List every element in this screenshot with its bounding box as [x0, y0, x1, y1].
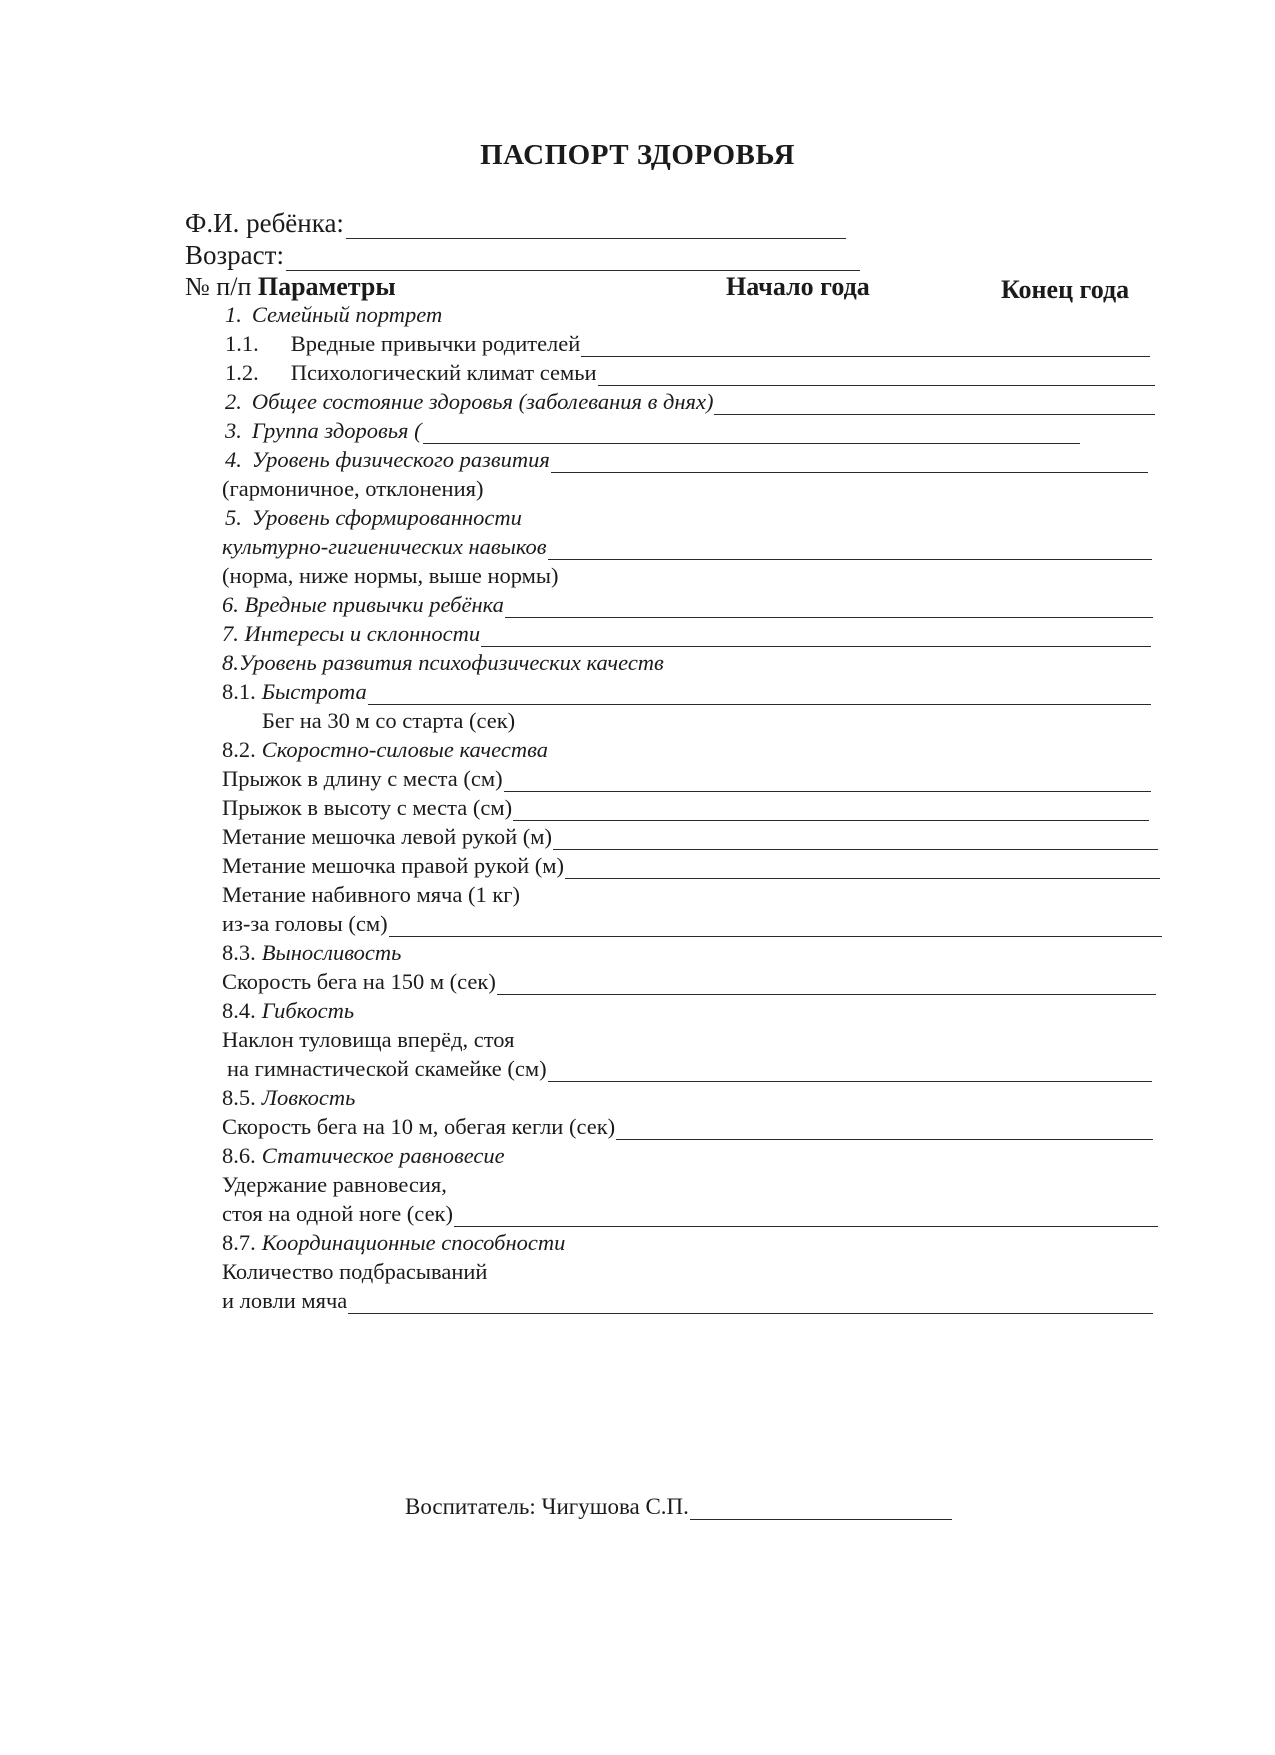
parameter-text: Уровень сформированности: [251, 505, 522, 530]
child-name-blank[interactable]: [346, 214, 846, 239]
parameter-text: Прыжок в длину с места (см): [222, 766, 503, 791]
child-name-field: [185, 207, 846, 239]
parameter-text: стоя на одной ноге (сек): [222, 1201, 453, 1226]
parameter-label: [225, 447, 550, 473]
parameter-label: [222, 911, 388, 937]
parameter-row: [222, 590, 1153, 618]
parameter-number: 5.: [225, 505, 242, 530]
answer-blank[interactable]: [505, 597, 1153, 618]
parameter-number: 8.4.: [222, 998, 256, 1023]
parameter-text: Координационные способности: [261, 1230, 566, 1255]
parameter-row: [225, 387, 1155, 415]
parameter-label: [222, 1201, 453, 1227]
parameter-label: [225, 389, 713, 415]
parameter-label: [222, 882, 520, 908]
answer-blank[interactable]: [598, 365, 1155, 386]
parameter-label: [262, 708, 515, 734]
parameter-label: [222, 1172, 447, 1198]
parameter-label: [222, 476, 483, 502]
parameter-label: [222, 650, 664, 676]
parameter-label: [222, 853, 564, 879]
parameter-row: [222, 793, 1149, 821]
answer-blank[interactable]: [348, 1293, 1153, 1314]
parameter-row: [222, 677, 1151, 705]
parameter-row: [222, 735, 1155, 763]
column-number: № п/п: [185, 272, 252, 301]
parameter-label: [222, 1143, 505, 1169]
parameter-label: [222, 969, 496, 995]
parameter-text: на гимнастической скамейке (см): [227, 1056, 547, 1081]
parameter-label: [222, 679, 367, 705]
parameter-text: Вредные привычки родителей: [290, 331, 581, 356]
answer-blank[interactable]: [616, 1119, 1153, 1140]
age-field: [185, 239, 860, 271]
parameter-text: Гибкость: [261, 998, 355, 1023]
answer-blank[interactable]: [389, 916, 1162, 937]
answer-blank[interactable]: [553, 829, 1158, 850]
parameter-label: [222, 621, 480, 647]
parameter-label: [222, 1259, 487, 1285]
parameter-text: Выносливость: [261, 940, 402, 965]
parameter-number: 4.: [225, 447, 242, 472]
parameter-label: [222, 737, 548, 763]
parameter-text: Бег на 30 м со старта (сек): [262, 708, 516, 733]
parameter-text: Наклон туловища вперёд, стоя: [222, 1027, 515, 1052]
signature-blank[interactable]: [690, 1497, 952, 1520]
parameter-text: и ловли мяча: [222, 1288, 348, 1313]
parameter-row: [222, 1170, 1155, 1198]
parameter-row: [222, 764, 1151, 792]
age-label: Возраст:: [185, 240, 284, 270]
parameter-row: [222, 1141, 1155, 1169]
parameter-label: [222, 795, 512, 821]
parameter-text: 8.Уровень развития психофизических качеств: [222, 650, 664, 675]
parameter-label: [225, 505, 522, 531]
parameter-number: 8.7.: [222, 1230, 256, 1255]
parameter-label: [222, 1288, 347, 1314]
parameter-number: 3.: [225, 418, 242, 443]
child-name-label: Ф.И. ребёнка:: [185, 208, 344, 238]
answer-blank[interactable]: [504, 771, 1151, 792]
parameter-label: [222, 766, 503, 792]
parameter-number: 1.2.: [225, 360, 259, 385]
signature-label: Воспитатель: Чигушова С.П.: [405, 1494, 689, 1519]
parameter-text: Быстрота: [261, 679, 367, 704]
parameter-label: [222, 998, 354, 1024]
parameter-row: [222, 532, 1152, 560]
parameter-label: [225, 331, 580, 357]
parameter-row: [225, 445, 1148, 473]
answer-blank[interactable]: [548, 539, 1152, 560]
answer-blank[interactable]: [548, 1061, 1152, 1082]
parameter-text: Скорость бега на 10 м, обегая кегли (сек): [222, 1114, 616, 1139]
answer-blank[interactable]: [423, 423, 1080, 444]
parameter-text: Психологический климат семьи: [290, 360, 597, 385]
parameter-row: [222, 938, 1155, 966]
parameter-number: 1.1.: [225, 331, 259, 356]
parameter-label: [222, 563, 559, 589]
parameter-text: Общее состояние здоровья (заболевания в днях): [251, 389, 714, 414]
parameter-label: [222, 940, 401, 966]
answer-blank[interactable]: [714, 394, 1155, 415]
parameter-row: [225, 329, 1150, 357]
answer-blank[interactable]: [513, 800, 1149, 821]
parameter-text: Семейный портрет: [251, 302, 443, 327]
column-header-number-params: [185, 272, 396, 302]
parameter-text: 6. Вредные привычки ребёнка: [222, 592, 504, 617]
parameter-row: [222, 1257, 1155, 1285]
answer-blank[interactable]: [565, 858, 1160, 879]
parameter-text: культурно-гигиенических навыков: [222, 534, 547, 559]
answer-blank[interactable]: [454, 1206, 1158, 1227]
parameter-row: [222, 474, 1155, 502]
parameter-label: [222, 592, 504, 618]
page-title: ПАСПОРТ ЗДОРОВЬЯ: [480, 139, 795, 171]
parameter-row: [222, 1025, 1155, 1053]
parameter-text: Уровень физического развития: [251, 447, 550, 472]
parameter-text: Количество подбрасываний: [222, 1259, 488, 1284]
parameter-text: Скорость бега на 150 м (сек): [222, 969, 496, 994]
parameter-row: [222, 1199, 1158, 1227]
parameter-label: [222, 1027, 514, 1053]
parameter-row: [222, 996, 1155, 1024]
parameter-row: [222, 880, 1155, 908]
parameter-row: [225, 416, 1080, 444]
parameter-row: [225, 503, 1155, 531]
parameter-number: 8.2.: [222, 737, 256, 762]
parameter-row: [222, 1054, 1152, 1082]
parameter-text: Ловкость: [261, 1085, 356, 1110]
parameter-text: Группа здоровья (: [251, 418, 422, 443]
parameter-text: Метание мешочка правой рукой (м): [222, 853, 565, 878]
parameter-label: [222, 1230, 565, 1256]
column-end: Конец года: [1001, 275, 1130, 304]
column-start: Начало года: [726, 272, 870, 301]
parameter-row: [222, 619, 1151, 647]
parameter-row: [222, 1286, 1153, 1314]
parameter-row: [222, 967, 1156, 995]
parameter-text: Удержание равновесия,: [222, 1172, 447, 1197]
parameter-number: 8.3.: [222, 940, 256, 965]
parameter-text: Метание мешочка левой рукой (м): [222, 824, 552, 849]
answer-blank[interactable]: [551, 452, 1148, 473]
age-blank[interactable]: [286, 246, 860, 271]
parameter-label: [222, 1085, 355, 1111]
answer-blank[interactable]: [497, 974, 1156, 995]
parameter-row: [222, 648, 1155, 676]
parameter-row: [222, 822, 1158, 850]
parameter-row: [222, 1228, 1155, 1256]
parameter-row: [222, 909, 1162, 937]
parameter-number: 8.6.: [222, 1143, 256, 1168]
parameter-number: 8.5.: [222, 1085, 256, 1110]
parameter-number: 8.1.: [222, 679, 256, 704]
parameter-row: [225, 358, 1155, 386]
answer-blank[interactable]: [368, 684, 1151, 705]
parameter-row: [222, 561, 1155, 589]
parameter-row: [222, 1112, 1153, 1140]
parameter-label: [222, 1114, 615, 1140]
signature-line: [405, 1490, 952, 1520]
parameter-text: Статическое равновесие: [261, 1143, 505, 1168]
parameter-text: 7. Интересы и склонности: [222, 621, 481, 646]
answer-blank[interactable]: [481, 626, 1151, 647]
parameter-text: (гармоничное, отклонения): [222, 476, 484, 501]
parameter-label: [225, 418, 422, 444]
parameter-label: [222, 824, 552, 850]
parameter-label: [222, 1056, 547, 1082]
parameter-text: из-за головы (см): [222, 911, 388, 936]
parameter-label: [225, 360, 597, 386]
parameter-text: (норма, ниже нормы, выше нормы): [222, 563, 559, 588]
parameter-label: [225, 302, 442, 328]
parameter-text: Метание набивного мяча (1 кг): [222, 882, 520, 907]
parameter-number: 1.: [225, 302, 242, 327]
parameter-text: Скоростно-силовые качества: [261, 737, 548, 762]
parameter-number: 2.: [225, 389, 242, 414]
parameter-row: [262, 706, 1155, 734]
parameter-label: [222, 534, 547, 560]
parameter-row: [222, 1083, 1155, 1111]
column-parameters: Параметры: [257, 272, 396, 301]
parameter-text: Прыжок в высоту с места (см): [222, 795, 513, 820]
parameter-row: [222, 851, 1160, 879]
answer-blank[interactable]: [581, 336, 1150, 357]
parameter-row: [225, 300, 1155, 328]
